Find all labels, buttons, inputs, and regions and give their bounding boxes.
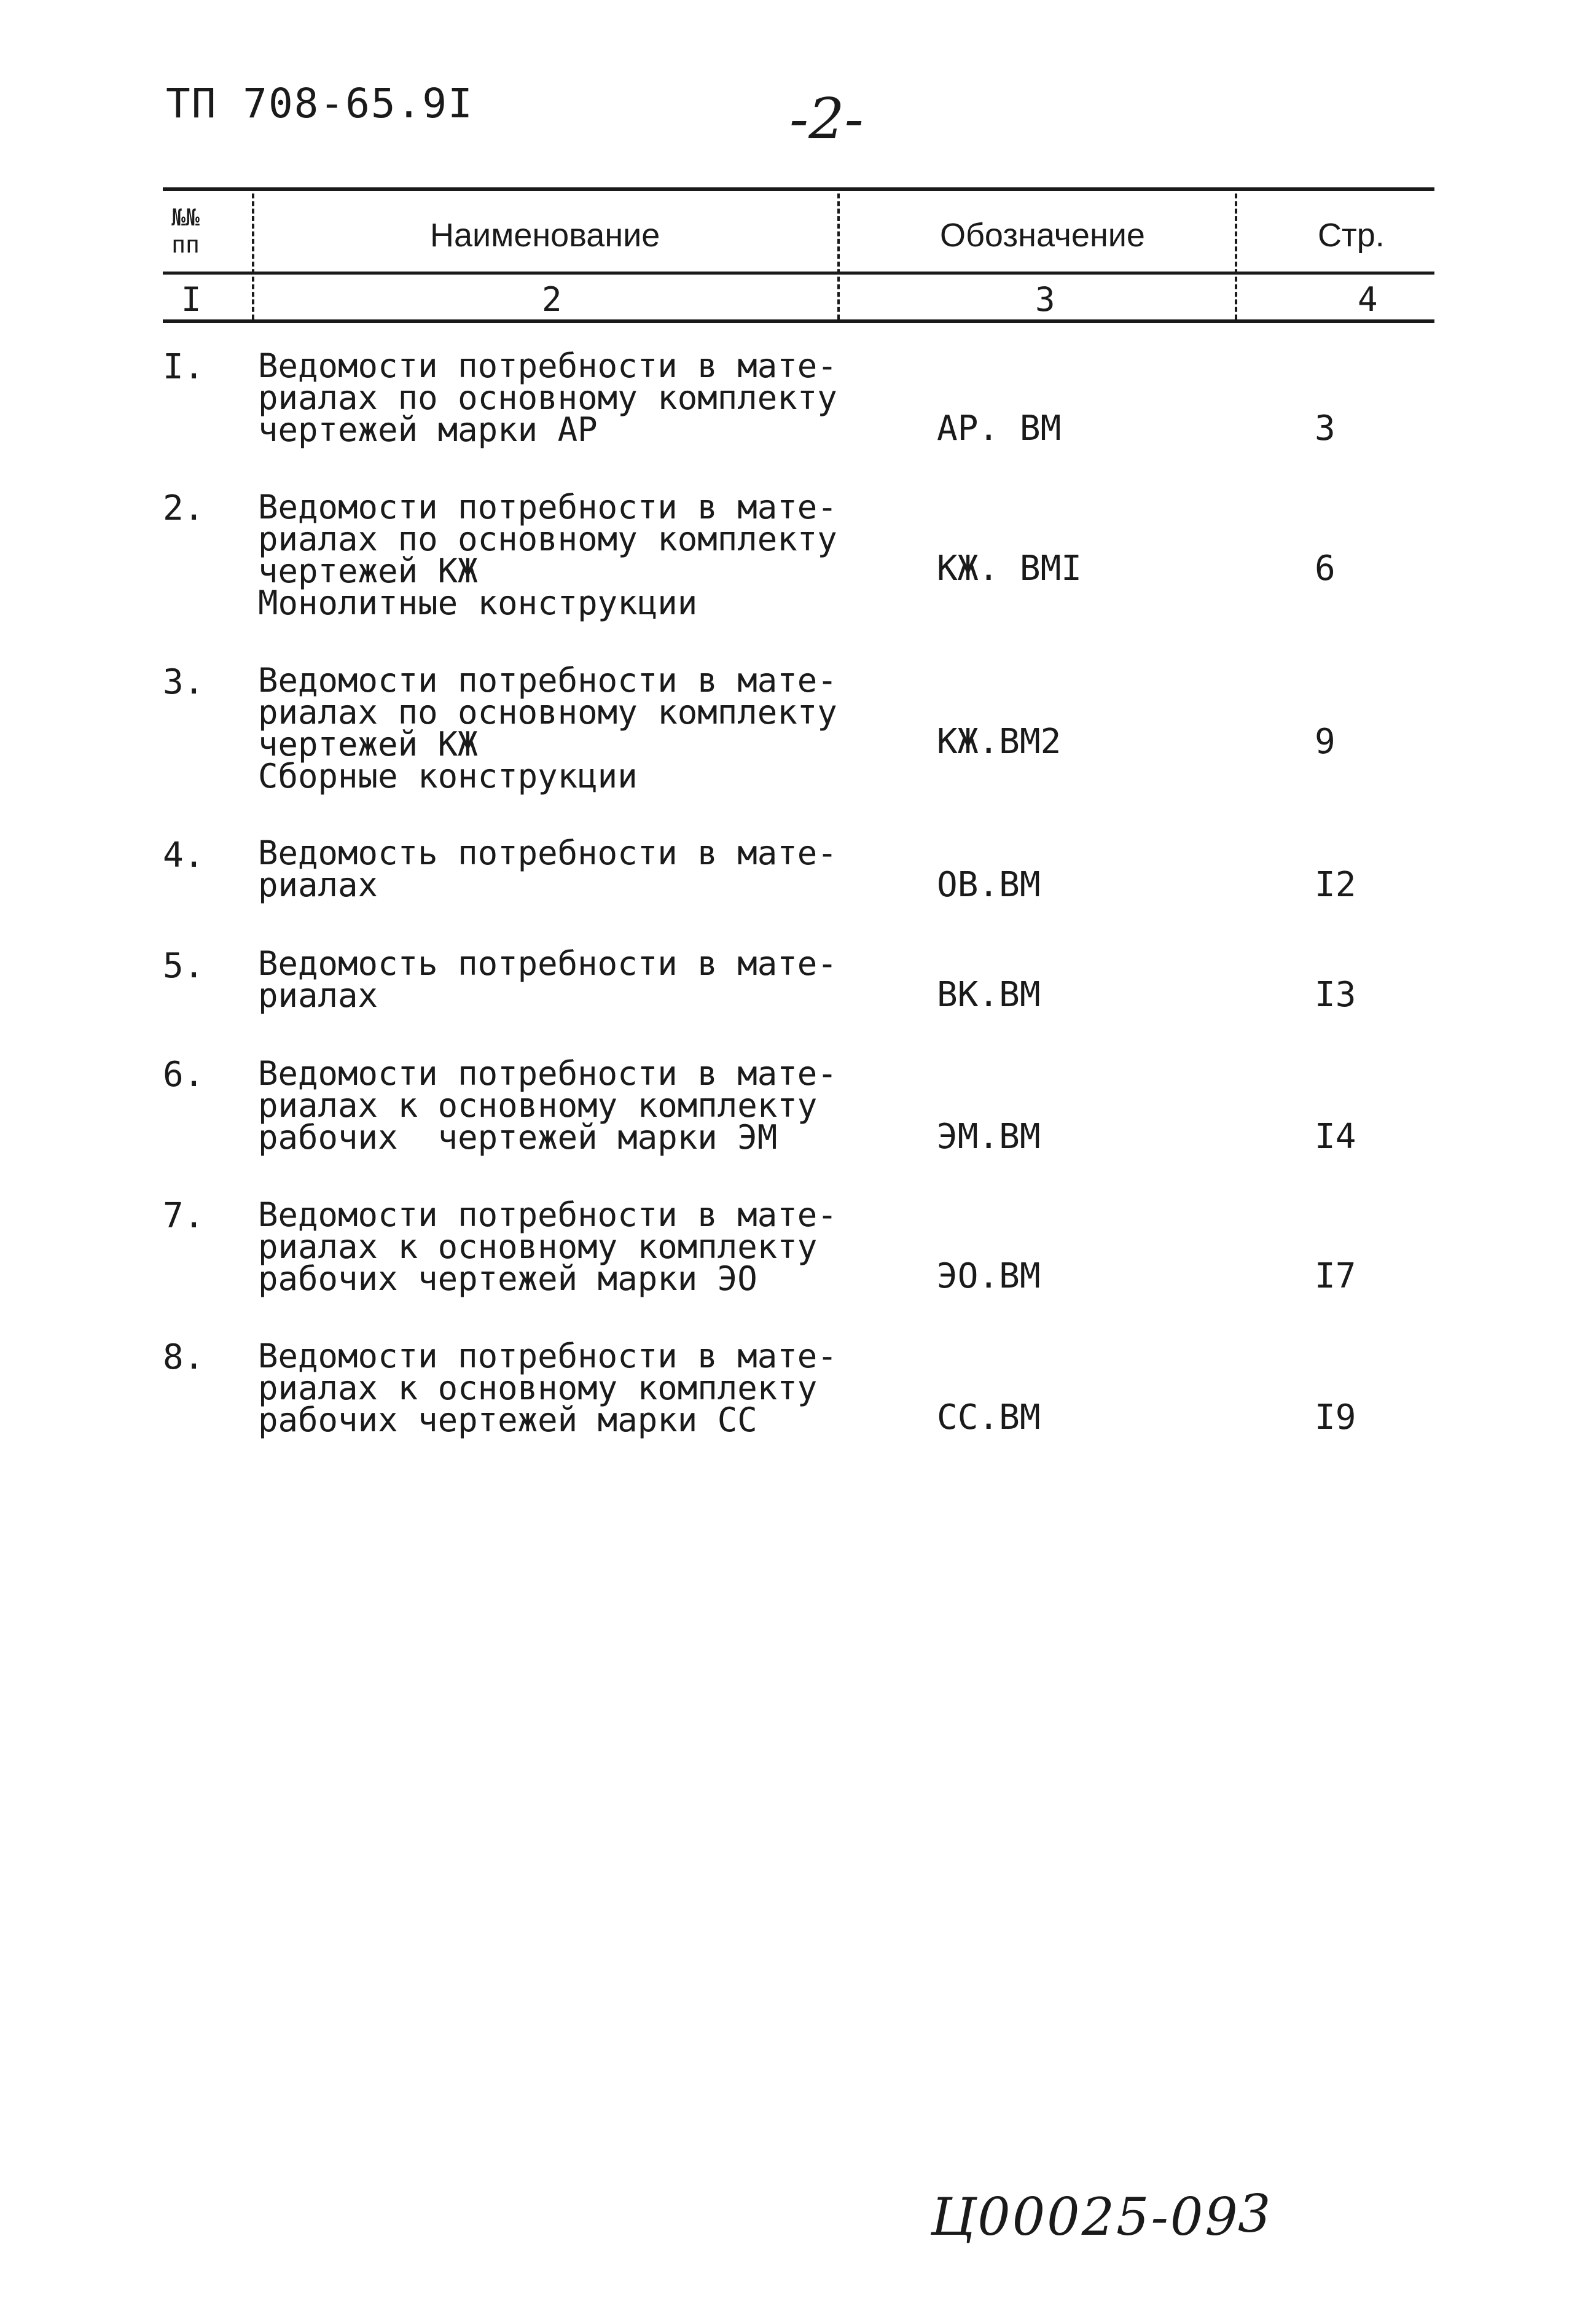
page-number: -2-	[789, 86, 864, 152]
row-page: I4	[1315, 1117, 1356, 1157]
row-name: Ведомость потребности в мате- риалах	[258, 944, 837, 1015]
row-number: I.	[163, 347, 205, 387]
row-page: I3	[1315, 975, 1356, 1015]
row-number: 8.	[163, 1337, 205, 1377]
row-designation: ЭМ.ВМ	[937, 1117, 1041, 1157]
row-page: I7	[1315, 1256, 1356, 1296]
header-name: Наименование	[430, 217, 660, 254]
row-number: 6.	[163, 1055, 205, 1095]
row-designation: АР. ВМ	[937, 408, 1062, 448]
column-number: I	[181, 280, 201, 319]
row-name: Ведомость потребности в мате- риалах	[258, 834, 837, 904]
column-separator	[1235, 194, 1237, 319]
table-colnum-rule	[163, 319, 1434, 323]
header-number: №№ пп	[171, 204, 200, 258]
row-name: Ведомости потребности в мате- риалах к основному комплекту рабочих чертежей марки ЭО	[258, 1195, 837, 1298]
row-page: 3	[1315, 408, 1336, 448]
header-page: Стр.	[1318, 217, 1385, 254]
row-number: 4.	[163, 835, 205, 875]
column-separator	[252, 194, 254, 319]
row-designation: ВК.ВМ	[937, 975, 1041, 1015]
row-designation: КЖ. ВМI	[937, 549, 1082, 588]
row-name: Ведомости потребности в мате- риалах к основному комплекту рабочих чертежей марки СС	[258, 1337, 837, 1439]
row-page: 6	[1315, 549, 1336, 588]
column-separator	[837, 194, 840, 319]
sheet-number: 3	[1238, 2184, 1273, 2244]
row-designation: КЖ.ВМ2	[937, 722, 1062, 762]
row-page: I9	[1315, 1398, 1356, 1437]
row-number: 2.	[163, 488, 205, 528]
table-top-rule	[163, 187, 1434, 191]
row-designation: ЭО.ВМ	[937, 1256, 1041, 1296]
table-header-rule	[163, 272, 1434, 275]
row-number: 5.	[163, 946, 205, 986]
row-designation: ОВ.ВМ	[937, 865, 1041, 905]
column-number: 4	[1358, 280, 1378, 319]
archive-code: Ц00025-09	[931, 2187, 1240, 2247]
row-designation: СС.ВМ	[937, 1398, 1041, 1437]
document-code: ТП 708-65.9I	[166, 80, 474, 127]
row-page: I2	[1315, 865, 1356, 905]
header-designation: Обозначение	[940, 217, 1145, 254]
row-name: Ведомости потребности в мате- риалах по основному комплекту чертежей КЖ Сборные конструкции	[258, 661, 837, 796]
row-number: 7.	[163, 1196, 205, 1236]
row-name: Ведомости потребности в мате- риалах по основному комплекту чертежей КЖ Монолитные конструкции	[258, 488, 837, 622]
row-page: 9	[1315, 722, 1336, 762]
row-name: Ведомости потребности в мате- риалах к основному комплекту рабочих чертежей марки ЭМ	[258, 1054, 837, 1157]
column-number: 2	[542, 280, 562, 319]
row-name: Ведомости потребности в мате- риалах по основному комплекту чертежей марки АР	[258, 346, 837, 449]
column-number: 3	[1035, 280, 1055, 319]
row-number: 3.	[163, 662, 205, 702]
